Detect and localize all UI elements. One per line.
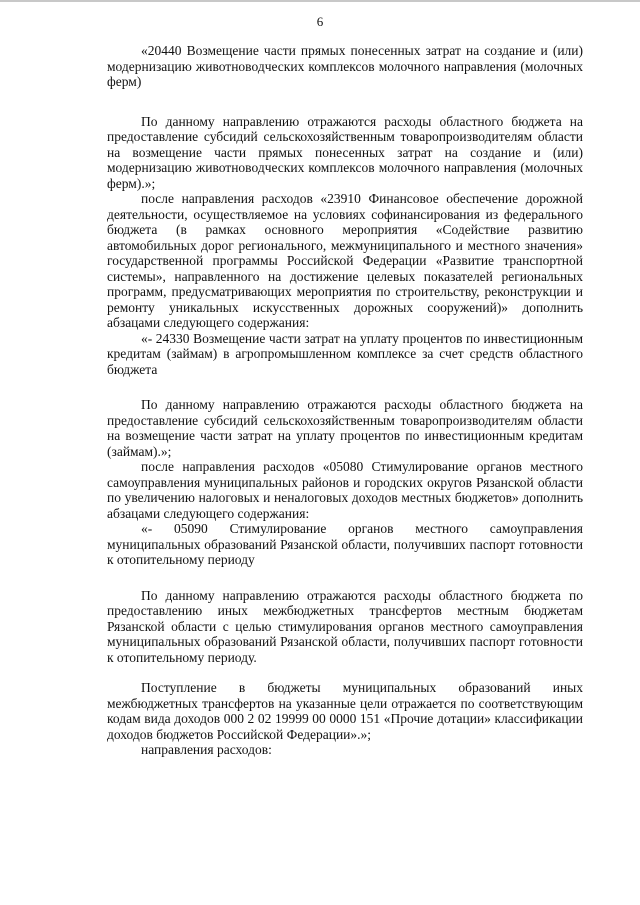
page-number: 6 (316, 14, 324, 29)
paragraph-05090-description: По данному направлению отражаются расходы областного бюджета по предоставлению иных межбюджетных трансфертов местным бюджетам Рязанской области с целью стимулирования органов местного самоуправления муниципальных образований Рязанской области, получивших паспорт готовности к отопительному периоду. (107, 587, 583, 665)
paragraph-after-05080: после направления расходов «05080 Стимулирование органов местного самоуправления муниципальных районов и городских округов Рязанской области по увеличению налоговых и неналоговых доходов местных бюджетов» дополнить абзацами следующего содержания: (107, 459, 583, 521)
paragraph-20440-description: По данному направлению отражаются расходы областного бюджета на предоставление субсидий сельскохозяйственным товаропроизводителям области на возмещение части прямых понесенных затрат на создание и (или) модернизацию животноводческих комплексов молочного направления (молочных ферм).»; (107, 113, 583, 191)
paragraph-24330-description: По данному направлению отражаются расходы областного бюджета на предоставление субсидий сельскохозяйственным товаропроизводителям области на возмещение части затрат на уплату процентов по инвестиционным кредитам (займам).»; (107, 397, 583, 459)
paragraph-expense-directions: направления расходов: (141, 742, 272, 757)
paragraph-revenue-note: Поступление в бюджеты муниципальных образований иных межбюджетных трансфертов на указанные цели отражается по соответствующим кодам вида доходов 000 2 02 19999 00 0000 151 «Прочие дотации» классификации доходов бюджетов Российской Федерации».»; (107, 680, 583, 742)
document-body (107, 43, 583, 758)
paragraph-24330-heading: «- 24330 Возмещение части затрат на уплату процентов по инвестиционным кредитам (займам) в агропромышленном комплексе за счет средств областного бюджета (107, 330, 583, 377)
paragraph-after-23910: после направления расходов «23910 Финансовое обеспечение дорожной деятельности, осуществляемое на условиях софинансирования из федерального бюджета (в рамках основного мероприятия «Содействие развитию автомобильных дорог регионального, межмуниципального и местного значения» государственной программы Российской Федерации «Развитие транспортной системы», направленного на достижение целевых показателей региональных программ, предусматривающих мероприятия по строительству, реконструкции и ремонту уникальных искусственных дорожных сооружений)» дополнить абзацами следующего содержания: (107, 191, 583, 330)
paragraph-05090-heading: «- 05090 Стимулирование органов местного самоуправления муниципальных образований Рязанской области, получивших паспорт готовности к отопительному периоду (107, 521, 583, 567)
top-scan-edge (0, 0, 640, 2)
paragraph-20440-heading: «20440 Возмещение части прямых понесенных затрат на создание и (или) модернизацию животноводческих комплексов молочного направления (молочных ферм) (107, 43, 583, 89)
